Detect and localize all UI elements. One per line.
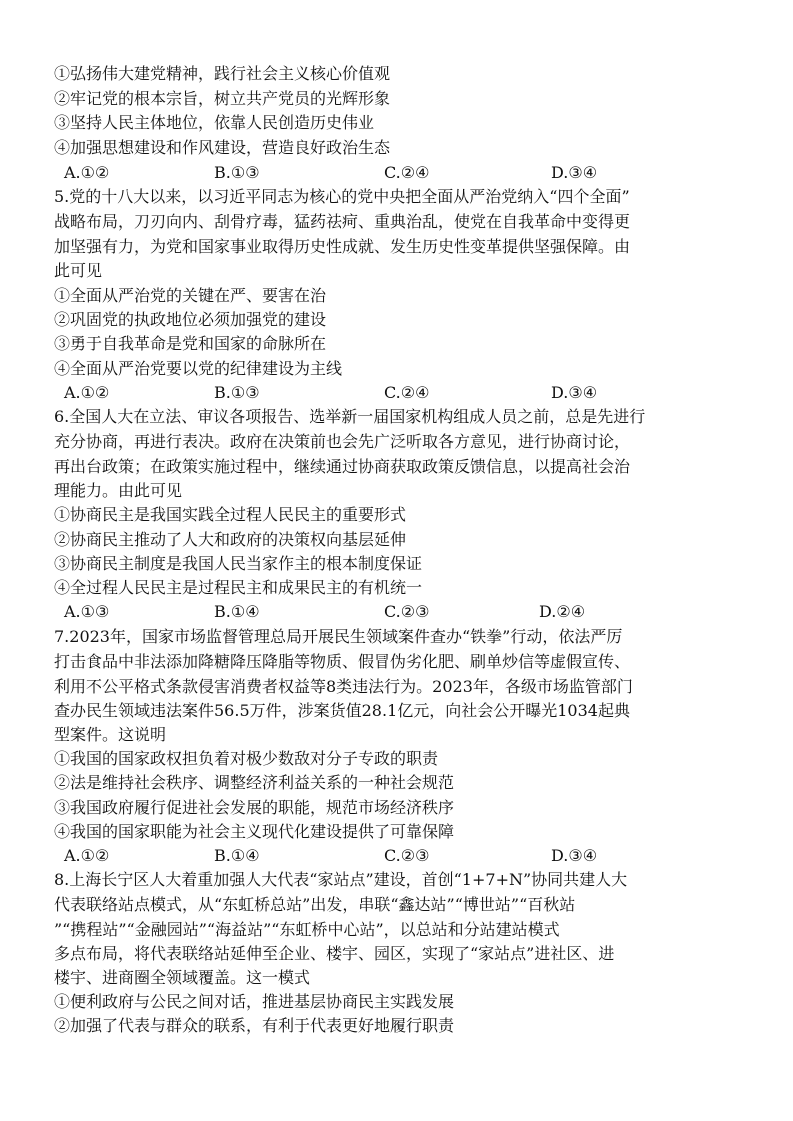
choice-item: ②牢记党的根本宗旨，树立共产党员的光辉形象 [54, 89, 391, 108]
option-d: D.③④ [551, 383, 598, 402]
option-c: C.②④ [384, 163, 430, 182]
answer-options [64, 600, 664, 624]
question-stem-line: 5.党的十八大以来，以习近平同志为核心的党中央把全面从严治党纳入“四个全面” [54, 187, 630, 206]
choice-item: ③坚持人民主体地位，依靠人民创造历史伟业 [54, 113, 375, 132]
option-d: D.③④ [551, 163, 598, 182]
choice-item: ②巩固党的执政地位必须加强党的建设 [54, 310, 327, 329]
choice-item: ②加强了代表与群众的联系，有利于代表更好地履行职责 [54, 1016, 455, 1035]
choice-item: ②协商民主推动了人大和政府的决策权向基层延伸 [54, 530, 407, 549]
question-stem-line: 此可见 [54, 261, 103, 280]
question-stem-line: 7.2023年，国家市场监督管理总局开展民生领域案件查办“铁拳”行动，依法严厉 [54, 627, 623, 646]
question-stem-line: 打击食品中非法添加降糖降压降脂等物质、假冒伪劣化肥、刷单炒信等虚假宣传、 [54, 652, 631, 671]
option-c: C.②③ [384, 846, 430, 865]
question-stem-line: 再出台政策；在政策实施过程中，继续通过协商获取政策反馈信息，以提高社会治 [54, 457, 631, 476]
choice-item: ①我国的国家政权担负着对极少数敌对分子专政的职责 [54, 749, 439, 768]
question-stem-line: 理能力。由此可见 [54, 481, 183, 500]
choice-item: ④加强思想建设和作风建设，营造良好政治生态 [54, 138, 391, 157]
option-a: A.①② [64, 383, 110, 402]
answer-options [64, 381, 664, 405]
choice-item: ①协商民主是我国实践全过程人民民主的重要形式 [54, 505, 407, 524]
option-a: A.①③ [64, 602, 110, 621]
question-stem-line: 战略布局，刀刃向内、刮骨疗毒，猛药祛疴、重典治乱，使党在自我革命中变得更 [54, 212, 631, 231]
option-b: B.①④ [214, 846, 260, 865]
question-stem-line: 6.全国人大在立法、审议各项报告、选举新一届国家机构组成人员之前，总是先进行 [54, 407, 646, 426]
choice-item: ③我国政府履行促进社会发展的职能，规范市场经济秩序 [54, 798, 455, 817]
question-stem-line: ”“携程站”“金融园站”“海益站”“东虹桥中心站”，以总站和分站建站模式 [54, 920, 560, 939]
option-c: C.②③ [384, 602, 430, 621]
choice-item: ③勇于自我革命是党和国家的命脉所在 [54, 334, 327, 353]
question-stem-line: 代表联络站点模式，从“东虹桥总站”出发，串联“鑫达站”“博世站”“百秋站 [54, 895, 576, 914]
choice-item: ①弘扬伟大建党精神，践行社会主义核心价值观 [54, 64, 391, 83]
choice-item: ④全过程人民民主是过程民主和成果民主的有机统一 [54, 578, 423, 597]
option-a: A.①② [64, 846, 110, 865]
answer-options [64, 844, 664, 868]
question-stem-line: 8.上海长宁区人大着重加强人大代表“家站点”建设，首创“1+7+N”协同共建人大 [54, 870, 628, 889]
choice-item: ④我国的国家职能为社会主义现代化建设提供了可靠保障 [54, 822, 455, 841]
option-b: B.①③ [214, 163, 260, 182]
question-stem-line: 加坚强有力，为党和国家事业取得历史性成就、发生历史性变革提供坚强保障。由 [54, 237, 631, 256]
option-b: B.①④ [214, 602, 260, 621]
choice-item: ②法是维持社会秩序、调整经济利益关系的一种社会规范 [54, 773, 455, 792]
option-c: C.②④ [384, 383, 430, 402]
option-b: B.①③ [214, 383, 260, 402]
question-stem-line: 充分协商，再进行表决。政府在决策前也会先广泛听取各方意见，进行协商讨论， [54, 432, 631, 451]
question-stem-line: 型案件。这说明 [54, 725, 167, 744]
choice-item: ①全面从严治党的关键在严、要害在治 [54, 286, 327, 305]
option-d: D.③④ [551, 846, 598, 865]
question-stem-line: 楼宇、进商圈全领域覆盖。这一模式 [54, 968, 311, 987]
choice-item: ①便利政府与公民之间对话，推进基层协商民主实践发展 [54, 992, 455, 1011]
choice-item: ③协商民主制度是我国人民当家作主的根本制度保证 [54, 554, 423, 573]
question-stem-line: 利用不公平格式条款侵害消费者权益等8类违法行为。2023年，各级市场监管部门 [54, 677, 633, 696]
answer-options [64, 161, 664, 185]
option-d: D.②④ [539, 602, 586, 621]
option-a: A.①② [64, 163, 110, 182]
question-stem-line: 查办民生领域违法案件56.5万件，涉案货值28.1亿元，向社会公开曝光1034起典 [54, 701, 630, 720]
question-stem-line: 多点布局，将代表联络站延伸至企业、楼宇、园区，实现了“家站点”进社区、进 [54, 944, 615, 963]
choice-item: ④全面从严治党要以党的纪律建设为主线 [54, 359, 343, 378]
